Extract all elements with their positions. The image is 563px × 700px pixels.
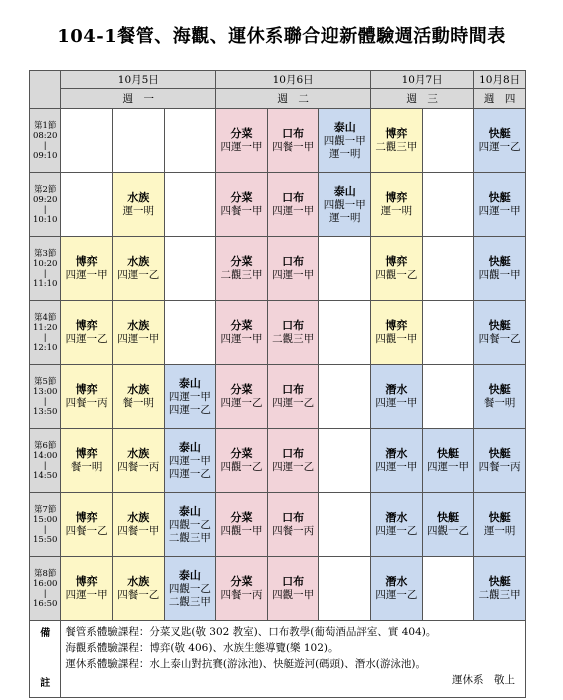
class-name: 四運一甲 xyxy=(168,454,211,467)
period-start: 09:20 xyxy=(32,194,58,205)
activity-name: 快艇 xyxy=(436,447,459,460)
notes-content xyxy=(61,621,526,698)
schedule-cell xyxy=(319,237,371,301)
class-name: 四運一乙 xyxy=(117,269,160,281)
period-start: 10:20 xyxy=(32,258,58,269)
schedule-cell xyxy=(164,557,216,621)
class-name: 四餐一丙 xyxy=(117,461,160,473)
schedule-cell xyxy=(112,493,164,557)
schedule-cell xyxy=(61,301,113,365)
period-name: 第2節 xyxy=(33,184,57,195)
class-name: 四運一乙 xyxy=(220,397,263,409)
schedule-cell xyxy=(216,173,268,237)
schedule-cell xyxy=(164,237,216,301)
class-name: 四運一乙 xyxy=(65,333,108,345)
period-header xyxy=(30,429,61,493)
period-end: 14:50 xyxy=(32,470,58,481)
class-name: 四運一甲 xyxy=(65,589,108,601)
activity-name: 分菜 xyxy=(230,447,253,460)
activity-name: 口布 xyxy=(282,383,305,396)
day-header-date: 10月5日 xyxy=(61,71,216,89)
schedule-cell xyxy=(371,301,423,365)
period-name: 第3節 xyxy=(33,248,57,259)
schedule-cell xyxy=(112,237,164,301)
period-start: 14:00 xyxy=(32,450,58,461)
schedule-cell xyxy=(422,429,474,493)
notes-line: 運休系體驗課程：水上泰山對抗賽(游泳池)、快艇遊河(碼頭)、潛水(游泳池)。 xyxy=(65,658,426,670)
schedule-cell xyxy=(112,557,164,621)
class-name: 四運一甲 xyxy=(117,333,160,345)
activity-name: 快艇 xyxy=(488,447,511,460)
schedule-cell xyxy=(267,365,319,429)
schedule-cell xyxy=(319,493,371,557)
class-name: 四觀一甲 xyxy=(220,525,263,537)
day-header-date: 10月8日 xyxy=(474,71,526,89)
period-sep: | xyxy=(43,140,47,151)
class-name: 餐一明 xyxy=(70,461,103,473)
class-name: 四運一甲 xyxy=(426,461,469,473)
activity-name: 口布 xyxy=(282,319,305,332)
class-name: 餐一明 xyxy=(483,397,516,409)
schedule-cell xyxy=(216,237,268,301)
period-sep: | xyxy=(43,396,47,407)
class-name: 四餐一乙 xyxy=(117,589,160,601)
notes-label xyxy=(30,621,61,698)
class-name: 運一明 xyxy=(122,205,155,217)
activity-name: 博弈 xyxy=(75,447,98,460)
class-name: 四觀一甲 xyxy=(323,134,366,147)
period-row xyxy=(30,365,526,429)
class-name: 四觀一甲 xyxy=(375,333,418,345)
period-end: 16:50 xyxy=(32,598,58,609)
class-name: 四運一甲 xyxy=(272,269,315,281)
schedule-cell xyxy=(61,237,113,301)
activity-name: 分菜 xyxy=(230,511,253,524)
activity-name: 博弈 xyxy=(75,383,98,396)
period-header xyxy=(30,109,61,173)
activity-name: 博弈 xyxy=(385,191,408,204)
activity-name: 潛水 xyxy=(385,511,408,524)
schedule-cell xyxy=(216,365,268,429)
period-row xyxy=(30,557,526,621)
class-name: 四觀一甲 xyxy=(478,269,521,281)
activity-name: 水族 xyxy=(127,255,150,268)
schedule-cell xyxy=(164,173,216,237)
schedule-cell xyxy=(371,429,423,493)
class-name: 四餐一乙 xyxy=(478,333,521,345)
activity-name: 口布 xyxy=(282,255,305,268)
activity-name: 分菜 xyxy=(230,319,253,332)
activity-name: 快艇 xyxy=(488,575,511,588)
period-sep: | xyxy=(43,204,47,215)
class-name: 四觀一乙 xyxy=(168,518,211,531)
notes-line: 餐管系體驗課程：分菜叉匙(敬 302 教室)、口布教學(葡萄酒品評室、實 404)。 xyxy=(65,626,437,638)
class-name: 二觀三甲 xyxy=(478,589,521,601)
activity-name: 口布 xyxy=(282,511,305,524)
schedule-cell xyxy=(371,557,423,621)
schedule-cell xyxy=(216,301,268,365)
activity-name: 水族 xyxy=(127,319,150,332)
class-name: 四餐一甲 xyxy=(220,205,263,217)
schedule-cell xyxy=(61,173,113,237)
day-header-weekday: 週 一 xyxy=(61,89,216,109)
class-name: 四運一甲 xyxy=(65,269,108,281)
activity-name: 泰山 xyxy=(178,376,201,390)
class-name: 運一明 xyxy=(328,147,361,160)
class-name: 四運一甲 xyxy=(478,205,521,217)
class-name: 餐一明 xyxy=(122,397,155,409)
activity-name: 博弈 xyxy=(75,255,98,268)
class-name: 四觀一乙 xyxy=(426,525,469,537)
schedule-cell xyxy=(474,493,526,557)
activity-name: 博弈 xyxy=(385,319,408,332)
schedule-cell xyxy=(112,109,164,173)
schedule-cell xyxy=(164,109,216,173)
period-row xyxy=(30,237,526,301)
class-name: 四餐一丙 xyxy=(478,461,521,473)
class-name: 四餐一乙 xyxy=(65,525,108,537)
schedule-cell xyxy=(267,493,319,557)
class-name: 四運一甲 xyxy=(168,390,211,403)
class-name: 運一明 xyxy=(380,205,413,217)
schedule-cell xyxy=(267,173,319,237)
schedule-cell xyxy=(422,365,474,429)
activity-name: 快艇 xyxy=(436,511,459,524)
class-name: 四運一乙 xyxy=(272,461,315,473)
schedule-cell xyxy=(474,173,526,237)
schedule-cell xyxy=(112,429,164,493)
period-name: 第5節 xyxy=(33,376,57,387)
period-header xyxy=(30,493,61,557)
period-header xyxy=(30,557,61,621)
activity-name: 分菜 xyxy=(230,191,253,204)
class-name: 四觀一乙 xyxy=(220,461,263,473)
day-header-weekday: 週 二 xyxy=(216,89,371,109)
schedule-cell xyxy=(112,301,164,365)
activity-name: 泰山 xyxy=(333,120,356,134)
period-name: 第4節 xyxy=(33,312,57,323)
class-name: 四餐一甲 xyxy=(272,141,315,153)
period-start: 16:00 xyxy=(32,578,58,589)
schedule-cell xyxy=(474,365,526,429)
activity-name: 博弈 xyxy=(385,255,408,268)
class-name: 四餐一丙 xyxy=(65,397,108,409)
activity-name: 水族 xyxy=(127,575,150,588)
activity-name: 水族 xyxy=(127,511,150,524)
period-header xyxy=(30,237,61,301)
schedule-cell xyxy=(267,429,319,493)
schedule-cell xyxy=(371,493,423,557)
class-name: 四運一乙 xyxy=(375,525,418,537)
class-name: 運一明 xyxy=(483,525,516,537)
schedule-cell xyxy=(422,237,474,301)
class-name: 二觀三甲 xyxy=(272,333,315,345)
activity-name: 泰山 xyxy=(333,184,356,198)
period-sep: | xyxy=(43,268,47,279)
period-start: 11:20 xyxy=(32,322,58,333)
class-name: 四運一乙 xyxy=(272,397,315,409)
class-name: 四運一乙 xyxy=(168,403,211,416)
activity-name: 快艇 xyxy=(488,255,511,268)
class-name: 四運一甲 xyxy=(220,333,263,345)
activity-name: 口布 xyxy=(282,447,305,460)
period-header xyxy=(30,301,61,365)
day-header-date: 10月6日 xyxy=(216,71,371,89)
period-row xyxy=(30,493,526,557)
class-name: 二觀三甲 xyxy=(220,269,263,281)
activity-name: 快艇 xyxy=(488,319,511,332)
schedule-cell xyxy=(61,493,113,557)
activity-name: 潛水 xyxy=(385,383,408,396)
activity-name: 分菜 xyxy=(230,127,253,140)
activity-name: 博弈 xyxy=(75,511,98,524)
period-end: 11:10 xyxy=(32,278,58,289)
day-header-weekday: 週 四 xyxy=(474,89,526,109)
schedule-cell xyxy=(422,173,474,237)
schedule-cell xyxy=(267,237,319,301)
activity-name: 快艇 xyxy=(488,191,511,204)
activity-name: 潛水 xyxy=(385,575,408,588)
activity-name: 口布 xyxy=(282,127,305,140)
class-name: 四觀一乙 xyxy=(375,269,418,281)
period-start: 08:20 xyxy=(32,130,58,141)
period-end: 15:50 xyxy=(32,534,58,545)
schedule-cell xyxy=(319,173,371,237)
activity-name: 博弈 xyxy=(75,319,98,332)
period-name: 第7節 xyxy=(33,504,57,515)
schedule-cell xyxy=(319,365,371,429)
schedule-cell xyxy=(61,365,113,429)
schedule-cell xyxy=(164,493,216,557)
class-name: 四餐一丙 xyxy=(272,525,315,537)
activity-name: 博弈 xyxy=(385,127,408,140)
schedule-cell xyxy=(216,429,268,493)
schedule-cell xyxy=(267,557,319,621)
notes-signature: 運休系 敬上 xyxy=(452,674,515,686)
schedule-cell xyxy=(164,365,216,429)
day-header-date: 10月7日 xyxy=(371,71,474,89)
schedule-cell xyxy=(474,557,526,621)
class-name: 四觀一甲 xyxy=(272,589,315,601)
schedule-cell xyxy=(319,429,371,493)
schedule-cell xyxy=(422,109,474,173)
schedule-cell xyxy=(267,301,319,365)
period-name: 第1節 xyxy=(33,120,57,131)
period-row xyxy=(30,109,526,173)
period-end: 13:50 xyxy=(32,406,58,417)
activity-name: 泰山 xyxy=(178,568,201,582)
schedule-cell xyxy=(422,493,474,557)
schedule-cell xyxy=(474,237,526,301)
notes-label-bottom: 註 xyxy=(40,678,51,689)
class-name: 四餐一丙 xyxy=(220,589,263,601)
activity-name: 快艇 xyxy=(488,383,511,396)
activity-name: 潛水 xyxy=(385,447,408,460)
class-name: 二觀三甲 xyxy=(168,595,211,608)
schedule-cell xyxy=(216,557,268,621)
class-name: 運一明 xyxy=(328,211,361,224)
activity-name: 口布 xyxy=(282,191,305,204)
schedule-cell xyxy=(371,173,423,237)
period-row xyxy=(30,429,526,493)
period-start: 15:00 xyxy=(32,514,58,525)
schedule-cell xyxy=(61,109,113,173)
period-row xyxy=(30,173,526,237)
schedule-cell xyxy=(112,173,164,237)
schedule-cell xyxy=(61,557,113,621)
period-end: 10:10 xyxy=(32,214,58,225)
schedule-cell xyxy=(319,109,371,173)
notes-label-top: 備 xyxy=(40,628,51,639)
class-name: 四運一乙 xyxy=(478,141,521,153)
schedule-table xyxy=(29,70,526,698)
schedule-cell xyxy=(422,301,474,365)
schedule-cell xyxy=(61,429,113,493)
activity-name: 博弈 xyxy=(75,575,98,588)
class-name: 二觀三甲 xyxy=(168,531,211,544)
class-name: 四觀一甲 xyxy=(323,198,366,211)
page-title: 104-1餐管、海觀、運休系聯合迎新體驗週活動時間表 xyxy=(57,26,506,47)
schedule-cell xyxy=(371,237,423,301)
schedule-cell xyxy=(371,365,423,429)
schedule-cell xyxy=(319,557,371,621)
period-sep: | xyxy=(43,332,47,343)
activity-name: 分菜 xyxy=(230,255,253,268)
schedule-cell xyxy=(216,493,268,557)
class-name: 四運一乙 xyxy=(375,589,418,601)
schedule-cell xyxy=(371,109,423,173)
period-name: 第8節 xyxy=(33,568,57,579)
period-end: 09:10 xyxy=(32,150,58,161)
schedule-cell xyxy=(164,429,216,493)
class-name: 四運一甲 xyxy=(220,141,263,153)
class-name: 四觀一乙 xyxy=(168,582,211,595)
period-header xyxy=(30,173,61,237)
activity-name: 水族 xyxy=(127,383,150,396)
activity-name: 水族 xyxy=(127,447,150,460)
schedule-cell xyxy=(474,429,526,493)
corner-cell xyxy=(30,71,61,109)
activity-name: 水族 xyxy=(127,191,150,204)
period-sep: | xyxy=(43,524,47,535)
class-name: 四餐一甲 xyxy=(117,525,160,537)
schedule-cell xyxy=(319,301,371,365)
schedule-cell xyxy=(474,301,526,365)
schedule-cell xyxy=(474,109,526,173)
schedule-cell xyxy=(422,557,474,621)
activity-name: 快艇 xyxy=(488,511,511,524)
day-header-weekday: 週 三 xyxy=(371,89,474,109)
period-header xyxy=(30,365,61,429)
schedule-cell xyxy=(216,109,268,173)
schedule-cell xyxy=(112,365,164,429)
class-name: 二觀三甲 xyxy=(375,141,418,153)
class-name: 四運一乙 xyxy=(168,467,211,480)
notes-line: 海觀系體驗課程：博弈(敬 406)、水族生態導覽(樂 102)。 xyxy=(65,642,339,654)
activity-name: 口布 xyxy=(282,575,305,588)
period-end: 12:10 xyxy=(32,342,58,353)
period-sep: | xyxy=(43,588,47,599)
period-row xyxy=(30,301,526,365)
activity-name: 泰山 xyxy=(178,440,201,454)
activity-name: 泰山 xyxy=(178,504,201,518)
class-name: 四運一甲 xyxy=(375,461,418,473)
activity-name: 快艇 xyxy=(488,127,511,140)
class-name: 四運一甲 xyxy=(272,205,315,217)
schedule-cell xyxy=(164,301,216,365)
activity-name: 分菜 xyxy=(230,383,253,396)
class-name: 四運一甲 xyxy=(375,397,418,409)
period-name: 第6節 xyxy=(33,440,57,451)
schedule-cell xyxy=(267,109,319,173)
period-start: 13:00 xyxy=(32,386,58,397)
activity-name: 分菜 xyxy=(230,575,253,588)
period-sep: | xyxy=(43,460,47,471)
